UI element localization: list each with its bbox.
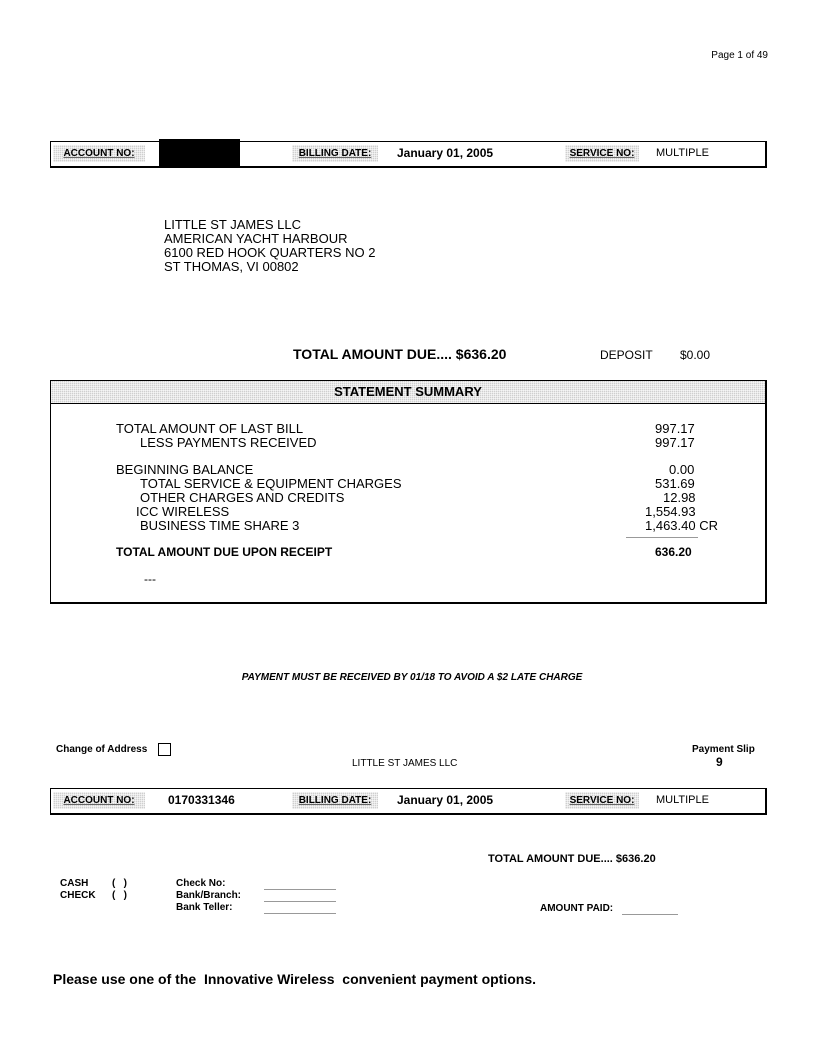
- check-option[interactable]: ( ): [112, 890, 127, 901]
- slip-customer-name: LITTLE ST JAMES LLC: [352, 758, 458, 769]
- slip-billing-date-label: BILLING DATE:: [292, 792, 378, 809]
- service-no-label: SERVICE NO:: [565, 145, 639, 162]
- slip-billing-date-value: January 01, 2005: [397, 793, 494, 807]
- summary-total-value: 636.20: [655, 545, 692, 559]
- total-amount-due: TOTAL AMOUNT DUE.... $636.20: [293, 346, 507, 362]
- payment-options-footer: Please use one of the Innovative Wireless convenient payment options.: [53, 971, 536, 987]
- cash-label: CASH: [60, 878, 89, 889]
- summary-row-label: TOTAL AMOUNT OF LAST BILL: [116, 421, 304, 436]
- page-number: Page 1 of 49: [711, 50, 768, 61]
- bank-branch-field[interactable]: [264, 901, 336, 902]
- billing-date-value: January 01, 2005: [397, 146, 494, 160]
- slip-account-no-label: ACCOUNT NO:: [53, 792, 145, 809]
- slip-service-no-value: MULTIPLE: [656, 794, 709, 806]
- bank-teller-label: Bank Teller:: [176, 902, 233, 913]
- summary-total-label: TOTAL AMOUNT DUE UPON RECEIPT: [116, 545, 333, 559]
- slip-total-amount-due: TOTAL AMOUNT DUE.... $636.20: [488, 853, 656, 865]
- deposit-label: DEPOSIT: [600, 348, 653, 362]
- summary-row-value: 997.17: [655, 421, 695, 436]
- summary-row-label: OTHER CHARGES AND CREDITS: [140, 490, 345, 505]
- check-no-label: Check No:: [176, 878, 226, 889]
- change-of-address-checkbox[interactable]: [158, 743, 171, 756]
- amount-paid-field[interactable]: [622, 914, 678, 915]
- slip-account-no-value: 0170331346: [168, 793, 235, 807]
- summary-row-value: 997.17: [655, 435, 695, 450]
- change-of-address-label: Change of Address: [56, 744, 148, 755]
- sum-rule: [626, 537, 698, 538]
- late-charge-notice: PAYMENT MUST BE RECEIVED BY 01/18 TO AVOID A $2 LATE CHARGE: [241, 672, 583, 683]
- service-no-value: MULTIPLE: [656, 147, 709, 159]
- summary-row-value: 1,463.40 CR: [645, 518, 718, 533]
- bank-branch-label: Bank/Branch:: [176, 890, 242, 901]
- slip-account-bar: [50, 788, 767, 815]
- summary-row-value: 12.98: [663, 490, 696, 505]
- summary-row-value: 1,554.93: [645, 504, 696, 519]
- summary-row-label: TOTAL SERVICE & EQUIPMENT CHARGES: [140, 476, 402, 491]
- check-no-field[interactable]: [264, 889, 336, 890]
- statement-summary-title: STATEMENT SUMMARY: [51, 381, 765, 404]
- summary-row-value: 0.00: [669, 462, 695, 477]
- address-line-3: 6100 RED HOOK QUARTERS NO 2: [164, 245, 376, 260]
- summary-note: ---: [144, 572, 156, 586]
- check-label: CHECK: [60, 890, 96, 901]
- address-line-2: AMERICAN YACHT HARBOUR: [164, 231, 348, 246]
- address-line-1: LITTLE ST JAMES LLC: [164, 217, 302, 232]
- redacted-account-number: [159, 139, 240, 166]
- deposit-value: $0.00: [680, 348, 711, 362]
- billing-date-label: BILLING DATE:: [292, 145, 378, 162]
- summary-row-label: LESS PAYMENTS RECEIVED: [140, 435, 317, 450]
- bank-teller-field[interactable]: [264, 913, 336, 914]
- payment-slip-label: Payment Slip: [692, 744, 755, 755]
- summary-row-label: ICC WIRELESS: [136, 504, 230, 519]
- slip-service-no-label: SERVICE NO:: [565, 792, 639, 809]
- summary-row-value: 531.69: [655, 476, 695, 491]
- account-header-bar: [50, 141, 767, 168]
- payment-slip-number: 9: [716, 755, 723, 769]
- amount-paid-label: AMOUNT PAID:: [540, 903, 614, 914]
- cash-option[interactable]: ( ): [112, 878, 127, 889]
- account-no-label: ACCOUNT NO:: [53, 145, 145, 162]
- summary-row-label: BUSINESS TIME SHARE 3: [140, 518, 300, 533]
- address-line-4: ST THOMAS, VI 00802: [164, 259, 299, 274]
- mailing-address: [164, 218, 375, 274]
- summary-row-label: BEGINNING BALANCE: [116, 462, 254, 477]
